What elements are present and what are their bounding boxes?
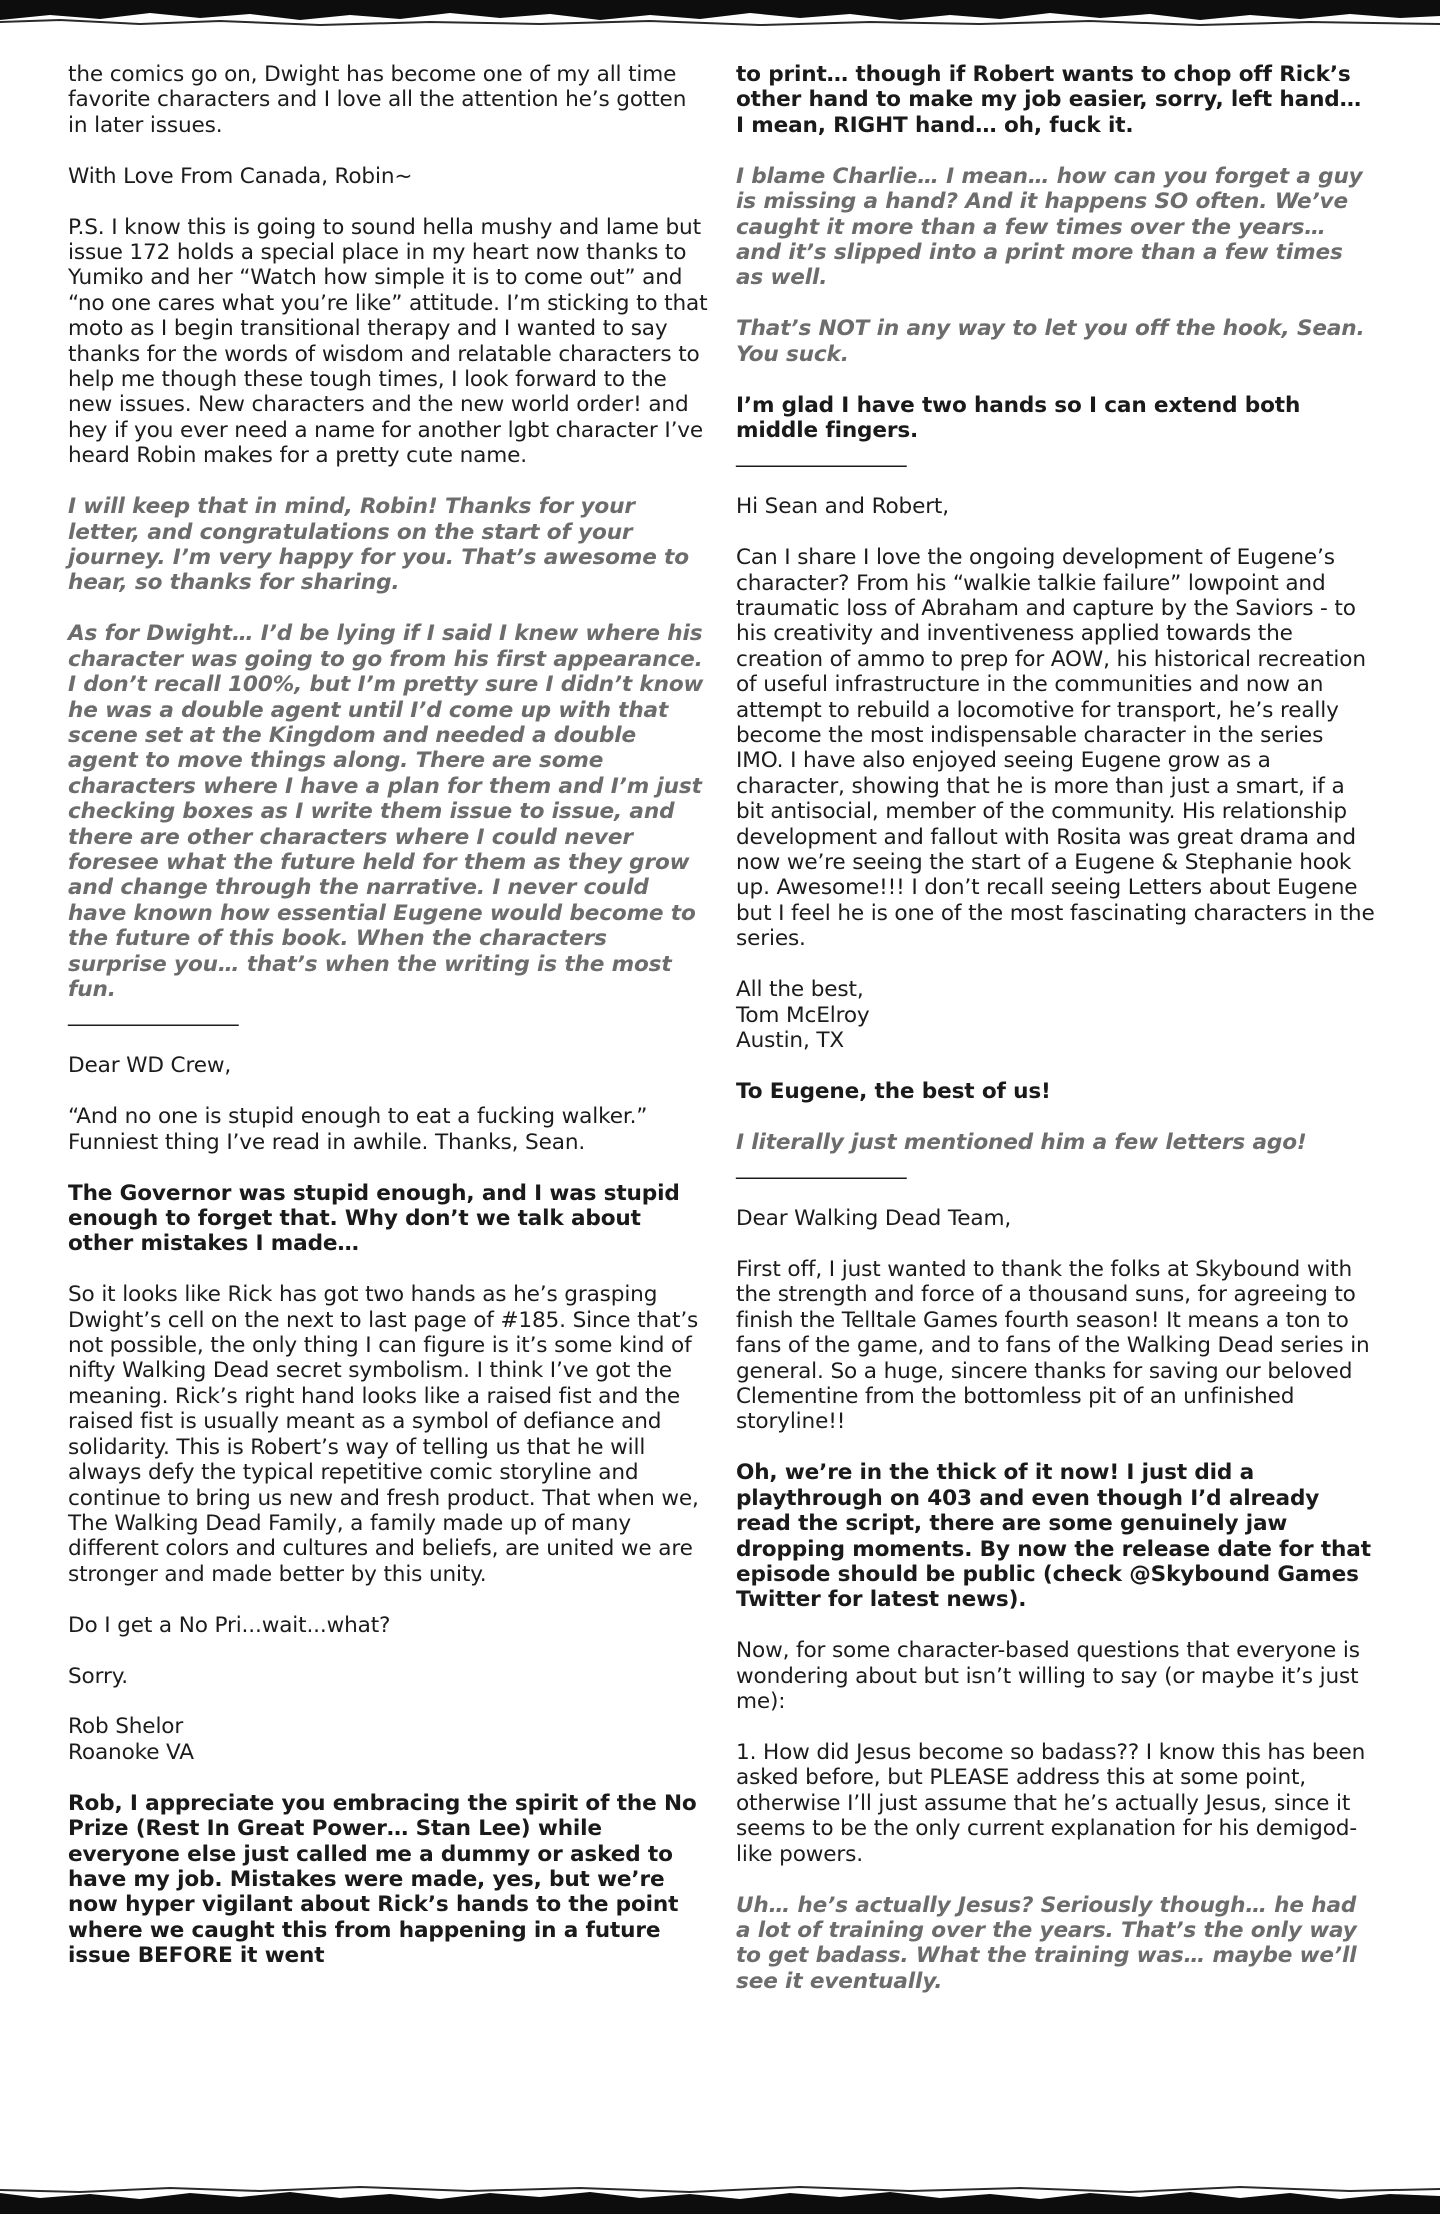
editor-reply-bold: The Governor was stupid enough, and I was stupid enough to forget that. Why don’t we talk about other mistakes I made…: [68, 1180, 680, 1257]
letter-greeting: Hi Sean and Robert,: [736, 494, 949, 520]
editor-reply-bold: Oh, we’re in the thick of it now! I just did a playthrough on 403 and even though I’d already read the script, there are some genuinely jaw dropping moments. By now the release date for that episode should be public (check @Skybound Games Twitter for latest news).: [736, 1460, 1371, 1613]
editor-reply: I blame Charlie… I mean… how can you forget a guy is missing a hand? And it happens SO often. We’ve caught it more than a few times over the years… and it’s slipped into a print more than a few times as well.: [736, 163, 1363, 291]
letters-page: [68, 62, 1376, 2142]
letter-paragraph: Can I share I love the ongoing development of Eugene’s character? From his “walkie talkie failure” lowpoint and traumatic loss of Abraham and capture by the Saviors - to his creativity and inventiveness applied towards the creation of ammo to prep for AOW, his historical recreation of useful infrastructure in the communities and now an attempt to rebuild a locomotive for transport, he’s really become the most indispensable character in the series IMO. I have also enjoyed seeing Eugene grow as a character, showing that he is more than just a smart, if a bit antisocial, member of the community. His relationship development and fallout with Rosita was great drama and now we’re seeing the start of a Eugene & Stephanie hook up. Awesome!!! I don’t recall seeing Letters about Eugene but I feel he is one of the most fascinating characters in the series.: [736, 545, 1375, 952]
letter-signoff: With Love From Canada, Robin~: [68, 163, 413, 189]
editor-reply: As for Dwight… I’d be lying if I said I knew where his character was going to go from his first appearance. I don’t recall 100%, but I’m pretty sure I didn’t know he was a double agent until I’d come up with that scene set at the Kingdom and needed a double agent to move things along. There are some characters where I have a plan for them and I’m just checking boxes as I write them issue to issue, and there are other characters where I could never foresee what the future held for them as they grow and change through the narrative. I never could have known how essential Eugene would become to the future of this book. When the characters surprise you… that’s when the writing is the most fun.: [68, 621, 704, 1002]
letter-greeting: Dear WD Crew,: [68, 1053, 232, 1079]
editor-reply: That’s NOT in any way to let you off the hook, Sean. You suck.: [736, 316, 1365, 367]
letter-paragraph: 1. How did Jesus become so badass?? I know this has been asked before, but PLEASE address this at some point, otherwise I’ll just assume that he’s actually Jesus, since it seems to be the only current explanation for his demigod-like powers.: [736, 1740, 1366, 1867]
signature-name: Tom McElroy: [736, 1002, 870, 1028]
separator-line: ________________: [736, 1155, 907, 1181]
letter-signature: [68, 1714, 708, 1765]
editor-reply-bold: I’m glad I have two hands so I can extend both middle fingers.: [736, 392, 1301, 443]
editor-reply: I will keep that in mind, Robin! Thanks for your letter, and congratulations on the start of your journey. I’m very happy for you. That’s awesome to hear, so thanks for sharing.: [68, 494, 689, 596]
separator-line: ________________: [68, 1002, 239, 1028]
letter-paragraph: First off, I just wanted to thank the folks at Skybound with the strength and force of a thousand suns, for agreeing to finish the Telltale Games fourth season! It means a ton to fans of the game, and to fans of the Walking Dead series in general. So a huge, sincere thanks for saving our beloved Clementine from the bottomless pit of an unfinished storyline!!: [736, 1257, 1370, 1435]
letter-title-bold: To Eugene, the best of us!: [736, 1078, 1051, 1104]
signature-name: Rob Shelor: [68, 1714, 184, 1740]
signature-closing: All the best,: [736, 977, 864, 1003]
letter-paragraph: Sorry.: [68, 1663, 128, 1689]
letter-paragraph: Do I get a No Pri...wait...what?: [68, 1612, 391, 1638]
letter-paragraph: P.S. I know this is going to sound hella mushy and lame but issue 172 holds a special place in my heart now thanks to Yumiko and her “Watch how simple it is to come out” and “no one cares what you’re like” attitude. I’m sticking to that moto as I begin transitional therapy and I wanted to say thanks for the words of wisdom and relatable characters to help me though these tough times, I look forward to the new issues. New characters and the new world order! and hey if you ever need a name for another lgbt character I’ve heard Robin makes for a pretty cute name.: [68, 214, 708, 469]
letter-paragraph: the comics go on, Dwight has become one of my all time favorite characters and I love all the attention he’s gotten in later issues.: [68, 62, 687, 138]
signature-place: Roanoke VA: [68, 1739, 194, 1765]
letter-paragraph: So it looks like Rick has got two hands as he’s grasping Dwight’s cell on the next to last page of #185. Since that’s not possible, the only thing I can figure is it’s some kind of nifty Walking Dead secret symbolism. I think I’ve got the meaning. Rick’s right hand looks like a raised fist and the raised fist is usually meant as a symbol of defiance and solidarity. This is Robert’s way of telling us that he will always defy the typical repetitive comic storyline and continue to bring us new and fresh product. That when we, The Walking Dead Family, a family made up of many different colors and cultures and beliefs, are united we are stronger and made better by this unity.: [68, 1282, 699, 1587]
editor-reply-bold: to print… though if Robert wants to chop off Rick’s other hand to make my job easier, sorry, left hand… I mean, RIGHT hand… oh, fuck it.: [736, 62, 1362, 138]
letter-paragraph: “And no one is stupid enough to eat a fucking walker.” Funniest thing I’ve read in awhile. Thanks, Sean.: [68, 1104, 648, 1155]
editor-reply: I literally just mentioned him a few letters ago!: [736, 1129, 1307, 1155]
editor-reply-bold: Rob, I appreciate you embracing the spirit of the No Prize (Rest In Great Power… Stan Lee) while everyone else just called me a dummy or asked to have my job. Mistakes were made, yes, but we’re now hyper vigilant about Rick’s hands to the point where we caught this from happening in a future issue BEFORE it went: [68, 1790, 697, 1969]
right-column: [736, 62, 1376, 2142]
bottom-torn-border: [0, 2174, 1440, 2214]
signature-place: Austin, TX: [736, 1028, 845, 1053]
top-torn-border: [0, 0, 1440, 40]
left-column: [68, 62, 708, 2142]
letter-paragraph: Now, for some character-based questions that everyone is wondering about but isn’t willing to say (or maybe it’s just me):: [736, 1638, 1360, 1715]
letter-greeting: Dear Walking Dead Team,: [736, 1206, 1012, 1232]
letter-signature: [736, 977, 1376, 1053]
separator-line: ________________: [736, 443, 907, 469]
editor-reply: Uh… he’s actually Jesus? Seriously though… he had a lot of training over the years. That’s the only way to get badass. What the training was… maybe we’ll see it eventually.: [736, 1892, 1357, 1994]
